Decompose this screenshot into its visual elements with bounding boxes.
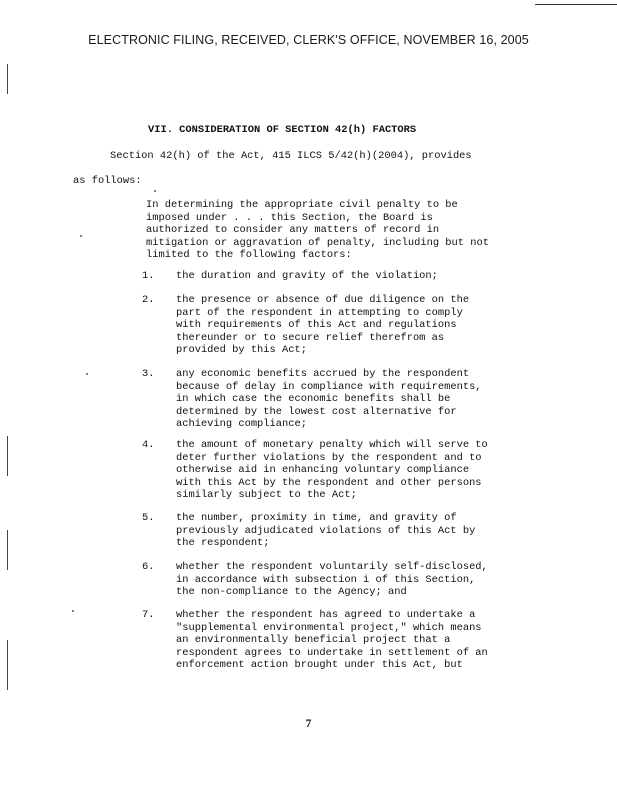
factor-number: 5. (142, 512, 155, 524)
scan-speck (80, 235, 82, 237)
filing-stamp-header: ELECTRONIC FILING, RECEIVED, CLERK'S OFFICE, NOVEMBER 16, 2005 (88, 33, 529, 47)
factor-text: any economic benefits accrued by the respondent because of delay in compliance with requirements, in which case the economic benefits shall be determined by the lowest cost alternative for achieving compliance; (176, 368, 482, 431)
factor-number: 6. (142, 561, 155, 573)
factor-text: the duration and gravity of the violation; (176, 270, 438, 282)
scan-speck (72, 610, 74, 612)
factor-number: 3. (142, 368, 155, 380)
margin-scan-mark (7, 64, 8, 94)
factor-number: 1. (142, 270, 155, 282)
statute-quote-lead: In determining the appropriate civil penalty to be imposed under . . . this Section, the Board is authorized to consider any matters of record in mitigation or aggravation of penalty, including but not limited to the following factors: (146, 199, 489, 262)
section-heading: VII. CONSIDERATION OF SECTION 42(h) FACTORS (148, 124, 417, 136)
margin-scan-mark (7, 530, 8, 570)
top-edge-rule (535, 4, 617, 5)
factor-number: 7. (142, 609, 155, 621)
intro-sentence: Section 42(h) of the Act, 415 ILCS 5/42(h)(2004), provides (110, 150, 472, 162)
factor-text: whether the respondent voluntarily self-disclosed, in accordance with subsection i of this Section, the non-compliance to the Agency; and (176, 561, 488, 599)
scan-speck (154, 190, 156, 192)
margin-scan-mark (7, 436, 8, 476)
page-number: 7 (305, 718, 312, 730)
margin-scan-mark (7, 640, 8, 690)
factor-number: 4. (142, 439, 155, 451)
factor-number: 2. (142, 294, 155, 306)
factor-text: the number, proximity in time, and gravity of previously adjudicated violations of this Act by the respondent; (176, 512, 476, 550)
scan-speck (86, 373, 88, 375)
factor-text: the presence or absence of due diligence on the part of the respondent in attempting to comply with requirements of this Act and regulations thereunder or to secure relief therefrom as provided by this Act; (176, 294, 470, 357)
factor-text: whether the respondent has agreed to undertake a "supplemental environmental project," which means an environmentally beneficial project that a respondent agrees to undertake in settlement of an enforcement action brought under this Act, but (176, 609, 488, 672)
factor-text: the amount of monetary penalty which will serve to deter further violations by the respondent and to otherwise aid in enhancing voluntary compliance with this Act by the respondent and other persons similarly subject to the Act; (176, 439, 488, 502)
intro-sentence-continuation: as follows: (73, 175, 142, 187)
